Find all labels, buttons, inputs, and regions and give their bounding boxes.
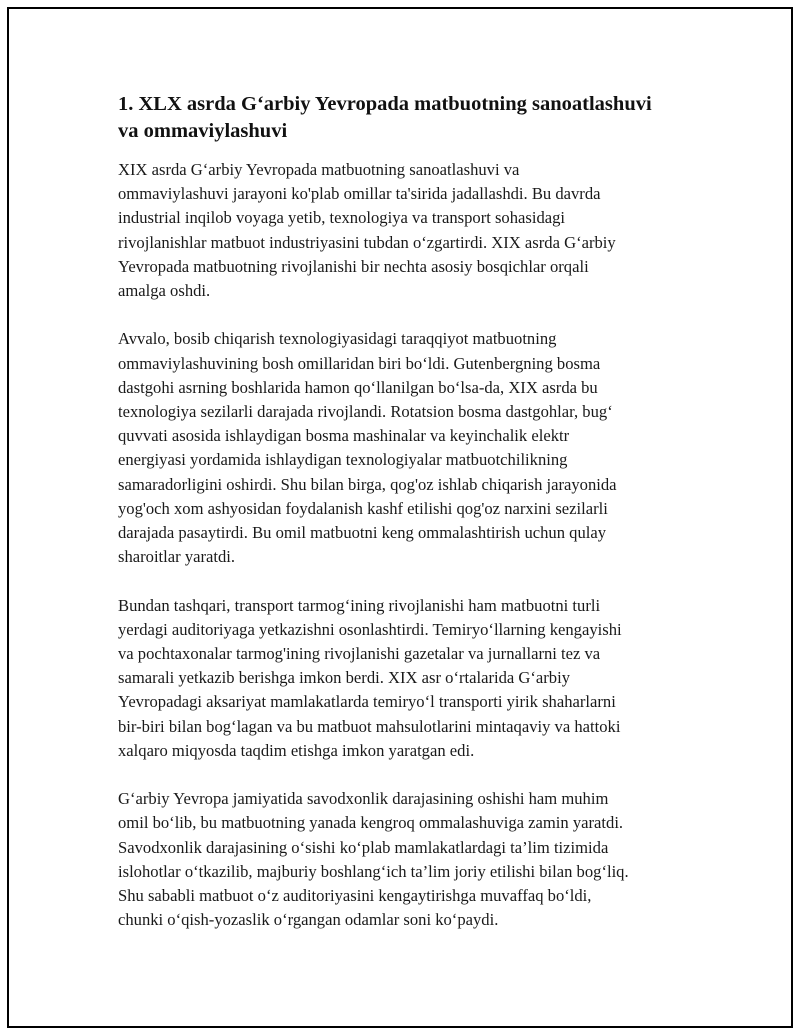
paragraph-1: XIX asrda G‘arbiy Yevropada matbuotning sanoatlashuvi va ommaviylashuvi jarayoni ko'plab omillar ta'sirida jadallashdi. Bu davrda industrial inqilob voyaga yetib, texnologiya va transport sohasidagi rivojlanishlar matbuot industriyasini tubdan o‘zgartirdi. XIX asrda G‘arbiy Yevropada matbuotning rivojlanishi bir nechta asosiy bosqichlar orqali amalga oshdi. [118, 160, 616, 301]
paragraph-2: Avvalo, bosib chiqarish texnologiyasidagi taraqqiyot matbuotning ommaviylashuvining bosh omillaridan biri bo‘ldi. Gutenbergning bosma dastgohi asrning boshlarida hamon qo‘llanilgan bo‘lsa-da, XIX asrda bu texnologiya sezilarli darajada rivojlandi. Rotatsion bosma dastgohlar, bug‘ quvvati asosida ishlaydigan bosma mashinalar va keyinchalik elektr energiyasi yordamida ishlaydigan texnologiyalar matbuotchilikning samaradorligini oshirdi. Shu bilan birga, qog'oz ishlab chiqarish jarayonida yog'och xom ashyosidan foydalanish kashf etilishi qog'oz narxini sezilarli darajada pasaytirdi. Bu omil matbuotni keng ommalashtirish uchun qulay sharoitlar yaratdi. [118, 329, 617, 567]
paragraph-list [118, 158, 688, 932]
paragraph-3: Bundan tashqari, transport tarmog‘ining rivojlanishi ham matbuotni turli yerdagi auditoriyaga yetkazishni osonlashtirdi. Temiryo‘llarning kengayishi va pochtaxonalar tarmog'ining rivojlanishi gazetalar va jurnallarni tez va samarali yetkazib berishga imkon berdi. XIX asr o‘rtalarida G‘arbiy Yevropadagi aksariyat mamlakatlarda temiryo‘l transporti yirik shaharlarni bir-biri bilan bog‘lagan va bu matbuot mahsulotlarini mintaqaviy va hattoki xalqaro miqyosda taqdim etishga imkon yaratgan edi. [118, 595, 622, 760]
paragraph-4: G‘arbiy Yevropa jamiyatida savodxonlik darajasining oshishi ham muhim omil bo‘lib, bu matbuotning yanada kengroq ommalashuviga zamin yaratdi. Savodxonlik darajasining o‘sishi ko‘plab mamlakatlardagi ta’lim tizimida islohotlar o‘tkazilib, majburiy boshlang‘ich ta’lim joriy etilishi bilan bog‘liq. Shu sababli matbuot o‘z auditoriyasini kengaytirishga muvaffaq bo‘ldi, chunki o‘qish-yozaslik o‘rgangan odamlar soni ko‘paydi. [118, 789, 629, 930]
document-body [118, 91, 688, 932]
section-heading: 1. XLX asrda G‘arbiy Yevropada matbuotning sanoatlashuvi va ommaviylashuvi [118, 93, 652, 142]
